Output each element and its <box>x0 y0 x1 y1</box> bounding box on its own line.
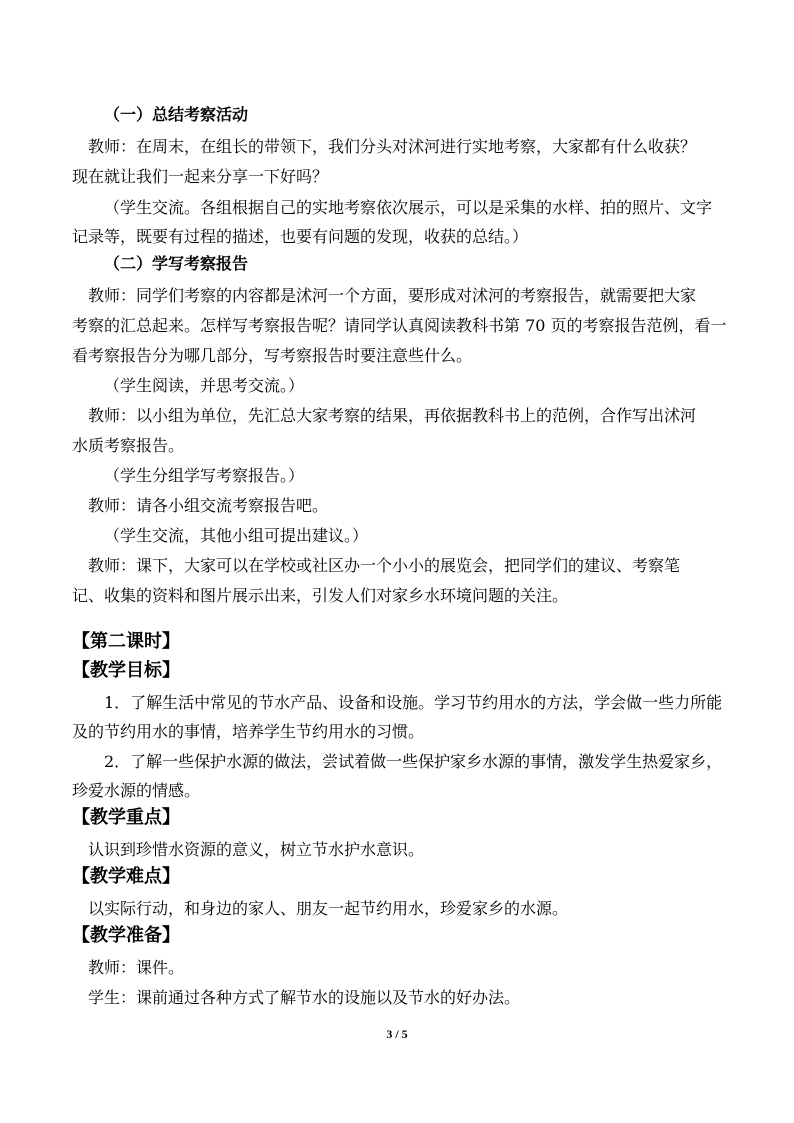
paragraph-line: 教师：在周末，在组长的带领下，我们分头对沭河进行实地考察，大家都有什么收获？ <box>88 137 697 156</box>
heading-second-lesson: 【第二课时】 <box>72 631 180 652</box>
paragraph-line: 学生：课前通过各种方式了解节水的设施以及节水的好办法。 <box>88 988 521 1007</box>
paragraph-line: 看考察报告分为哪几部分，写考察报告时要注意些什么。 <box>72 346 473 365</box>
paragraph-line: 珍爱水源的情感。 <box>72 781 201 800</box>
paragraph-line: 水质考察报告。 <box>72 436 185 455</box>
paragraph-line: 记、收集的资料和图片展示出来，引发人们对家乡水环境问题的关注。 <box>72 586 569 605</box>
paragraph-line: （学生交流。各组根据自己的实地考察依次展示，可以是采集的水样、拍的照片、文字 <box>104 198 713 217</box>
heading-key-points: 【教学重点】 <box>72 807 180 828</box>
paragraph-line: （学生交流，其他小组可提出建议。） <box>104 526 369 545</box>
paragraph-line: 教师：请各小组交流考察报告吧。 <box>88 496 329 515</box>
paragraph-line: 现在就让我们一起来分享一下好吗？ <box>72 167 329 186</box>
paragraph-line: 记录等，既要有过程的描述，也要有问题的发现，收获的总结。） <box>72 227 529 246</box>
paragraph-line: 教师：课下，大家可以在学校或社区办一个小小的展览会，把同学们的建议、考察笔 <box>88 556 681 575</box>
paragraph-line: （学生阅读，并思考交流。） <box>104 376 305 395</box>
heading-difficulties: 【教学难点】 <box>72 866 180 887</box>
paragraph-line: 教师：以小组为单位，先汇总大家考察的结果，再依据教科书上的范例，合作写出沭河 <box>88 406 697 425</box>
paragraph-line: 1．了解生活中常见的节水产品、设备和设施。学习节约用水的方法，学会做一些力所能 <box>104 693 723 712</box>
paragraph-line: 以实际行动，和身边的家人、朋友一起节约用水，珍爱家乡的水源。 <box>88 899 569 918</box>
paragraph-line: 教师：课件。 <box>88 958 185 977</box>
paragraph-line: 教师：同学们考察的内容都是沭河一个方面，要形成对沭河的考察报告，就需要把大家 <box>88 286 697 305</box>
page-number: 3 / 5 <box>386 1027 408 1041</box>
heading-preparation: 【教学准备】 <box>72 925 180 946</box>
heading-teaching-goals: 【教学目标】 <box>72 660 180 681</box>
paragraph-line: （学生分组学写考察报告。） <box>104 466 305 485</box>
paragraph-line: 考察的汇总起来。怎样写考察报告呢？请同学认真阅读教科书第 70 页的考察报告范例，看一 <box>72 316 727 335</box>
section-heading-summary: （一）总结考察活动 <box>104 105 249 124</box>
section-heading-report: （二）学写考察报告 <box>104 254 249 273</box>
paragraph-line: 认识到珍惜水资源的意义，树立节水护水意识。 <box>88 840 425 859</box>
paragraph-line: 及的节约用水的事情，培养学生节约用水的习惯。 <box>72 722 425 741</box>
paragraph-line: 2．了解一些保护水源的做法，尝试着做一些保护家乡水源的事情，激发学生热爱家乡， <box>104 752 723 771</box>
